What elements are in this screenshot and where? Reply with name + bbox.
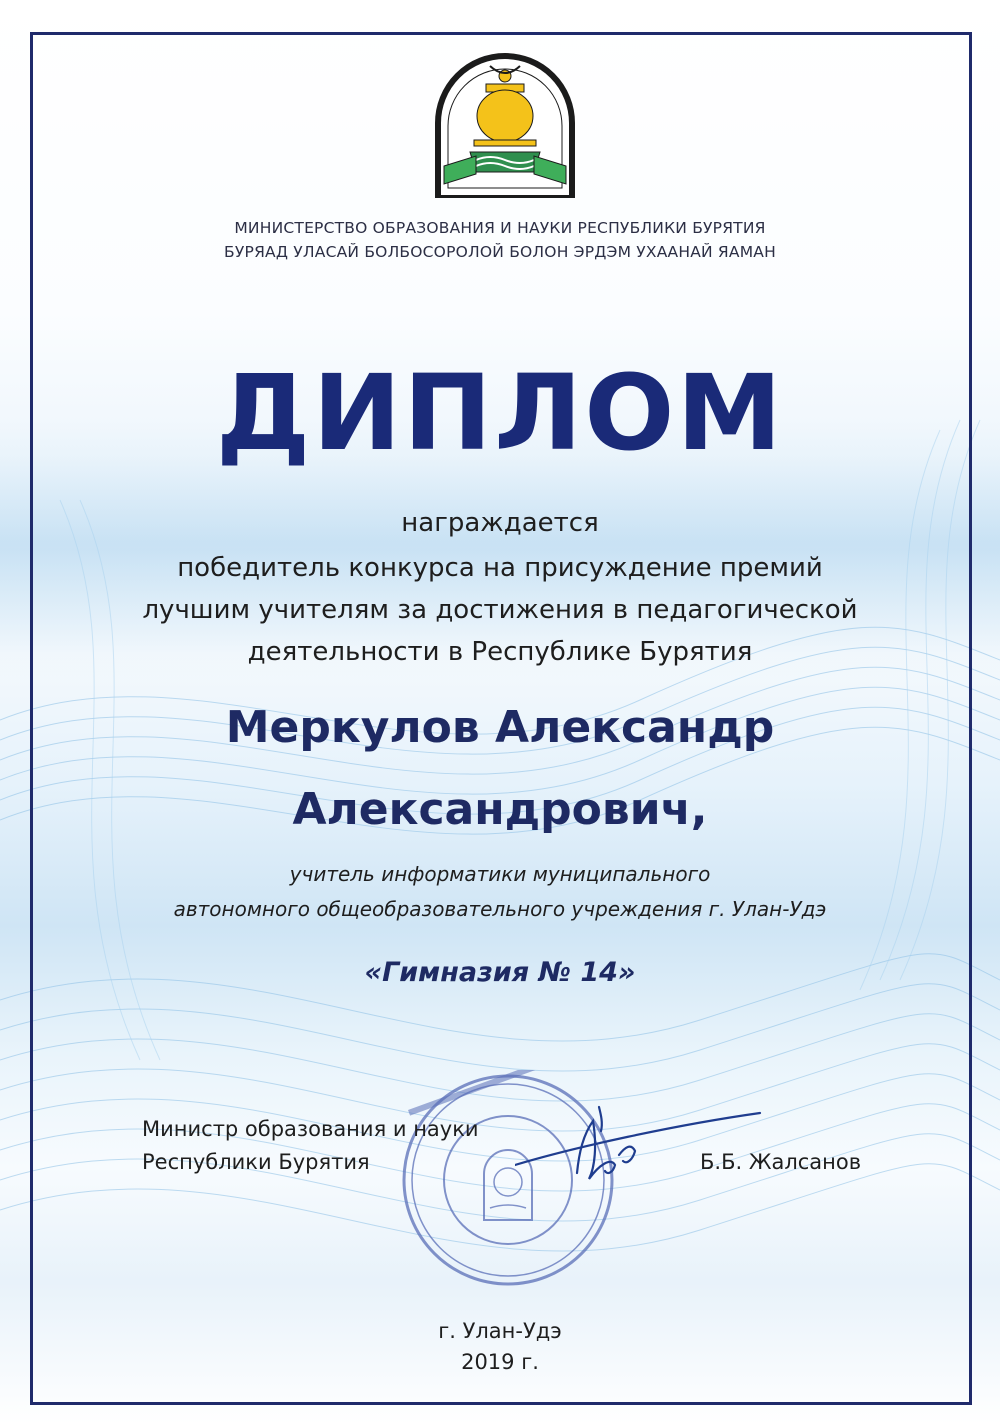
minister-signature: [515, 1095, 775, 1195]
recipient-name-line-1: Меркулов Александр: [225, 702, 775, 753]
award-line-3: лучшим учителям за достижения в педагогической: [142, 595, 858, 625]
award-line-2: победитель конкурса на присуждение премий: [177, 553, 823, 583]
recipient-name-line-2: Александрович,: [292, 784, 708, 835]
recipient-position-line-2: автономного общеобразовательного учреждения г. Улан-Удэ: [173, 897, 827, 921]
issue-city: г. Улан-Удэ: [438, 1319, 562, 1343]
buryatia-emblem-icon: [430, 48, 580, 198]
award-line-1: награждается: [401, 508, 599, 538]
recipient-position-line-1: учитель информатики муниципального: [289, 862, 711, 886]
signatory-name: Б.Б. Жалсанов: [700, 1150, 862, 1174]
award-line-4: деятельности в Республике Бурятия: [247, 637, 753, 667]
signatory-title-line-1: Министр образования и науки: [142, 1117, 479, 1141]
signatory-title-line-2: Республики Бурятия: [142, 1150, 370, 1174]
issue-year: 2019 г.: [461, 1350, 539, 1374]
diploma-title: ДИПЛОМ: [215, 352, 785, 474]
ministry-name-bua: БУРЯАД УЛАСАЙ БОЛБОСОРОЛОЙ БОЛОН ЭРДЭМ УХААНАЙ ЯАМАН: [224, 243, 776, 261]
ministry-name-ru: МИНИСТЕРСТВО ОБРАЗОВАНИЯ И НАУКИ РЕСПУБЛИКИ БУРЯТИЯ: [234, 219, 766, 237]
school-name: «Гимназия № 14»: [364, 957, 636, 988]
